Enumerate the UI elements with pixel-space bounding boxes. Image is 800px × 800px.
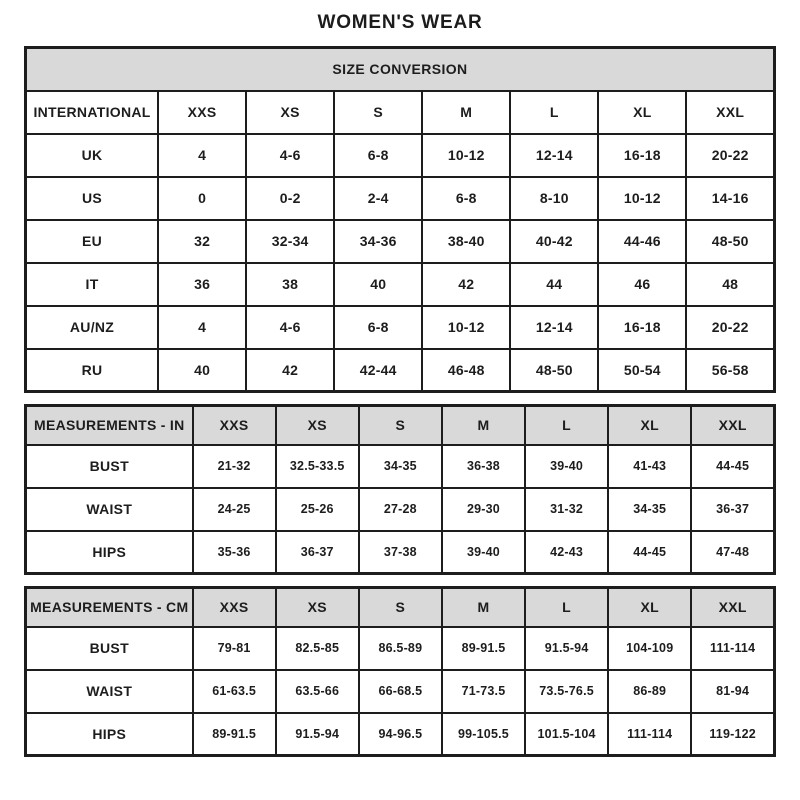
size-value-cell: 10-12 bbox=[422, 306, 510, 349]
size-value-cell: 12-14 bbox=[510, 134, 598, 177]
row-label: US bbox=[26, 177, 159, 220]
size-value-cell: 36-37 bbox=[276, 531, 359, 574]
size-value-cell: 6-8 bbox=[334, 306, 422, 349]
size-value-cell: 24-25 bbox=[193, 488, 276, 531]
table-section-title: SIZE CONVERSION bbox=[26, 48, 775, 91]
size-value-cell: 46 bbox=[598, 263, 686, 306]
size-column-header: S bbox=[359, 406, 442, 445]
size-value-cell: 44-46 bbox=[598, 220, 686, 263]
size-value-cell: 99-105.5 bbox=[442, 713, 525, 756]
row-label: AU/NZ bbox=[26, 306, 159, 349]
size-column-header: XS bbox=[276, 406, 359, 445]
size-value-cell: 6-8 bbox=[422, 177, 510, 220]
table-row bbox=[26, 713, 775, 756]
size-value-cell: 12-14 bbox=[510, 306, 598, 349]
page-title: WOMEN'S WEAR bbox=[317, 12, 483, 33]
size-value-cell: 20-22 bbox=[686, 134, 774, 177]
size-value-cell: 50-54 bbox=[598, 349, 686, 392]
size-column-header: M bbox=[422, 91, 510, 134]
size-value-cell: 14-16 bbox=[686, 177, 774, 220]
measurements-in-table bbox=[24, 404, 776, 575]
size-column-header: M bbox=[442, 588, 525, 627]
measurements-cm-table bbox=[24, 586, 776, 757]
size-value-cell: 36 bbox=[158, 263, 246, 306]
size-value-cell: 91.5-94 bbox=[525, 627, 608, 670]
size-value-cell: 38-40 bbox=[422, 220, 510, 263]
row-label: BUST bbox=[26, 445, 193, 488]
size-value-cell: 0-2 bbox=[246, 177, 334, 220]
table-row bbox=[26, 177, 775, 220]
size-value-cell: 16-18 bbox=[598, 134, 686, 177]
size-value-cell: 46-48 bbox=[422, 349, 510, 392]
size-value-cell: 32.5-33.5 bbox=[276, 445, 359, 488]
size-value-cell: 48-50 bbox=[510, 349, 598, 392]
size-value-cell: 10-12 bbox=[598, 177, 686, 220]
row-label: IT bbox=[26, 263, 159, 306]
size-column-header: XL bbox=[608, 588, 691, 627]
size-value-cell: 37-38 bbox=[359, 531, 442, 574]
size-column-header: L bbox=[510, 91, 598, 134]
size-column-header: L bbox=[525, 588, 608, 627]
size-value-cell: 41-43 bbox=[608, 445, 691, 488]
size-value-cell: 42-44 bbox=[334, 349, 422, 392]
table-row bbox=[26, 445, 775, 488]
size-value-cell: 6-8 bbox=[334, 134, 422, 177]
size-value-cell: 111-114 bbox=[691, 627, 774, 670]
row-label: RU bbox=[26, 349, 159, 392]
size-column-header: XL bbox=[608, 406, 691, 445]
size-value-cell: 104-109 bbox=[608, 627, 691, 670]
header-row bbox=[26, 91, 775, 134]
row-label: HIPS bbox=[26, 531, 193, 574]
size-value-cell: 89-91.5 bbox=[193, 713, 276, 756]
size-value-cell: 81-94 bbox=[691, 670, 774, 713]
size-value-cell: 4 bbox=[158, 134, 246, 177]
size-column-header: XS bbox=[246, 91, 334, 134]
size-value-cell: 36-37 bbox=[691, 488, 774, 531]
size-value-cell: 16-18 bbox=[598, 306, 686, 349]
size-value-cell: 44 bbox=[510, 263, 598, 306]
size-column-header: XS bbox=[276, 588, 359, 627]
size-value-cell: 35-36 bbox=[193, 531, 276, 574]
size-column-header: XXL bbox=[686, 91, 774, 134]
size-value-cell: 10-12 bbox=[422, 134, 510, 177]
size-value-cell: 34-35 bbox=[608, 488, 691, 531]
size-value-cell: 63.5-66 bbox=[276, 670, 359, 713]
size-value-cell: 32 bbox=[158, 220, 246, 263]
table-row bbox=[26, 488, 775, 531]
size-value-cell: 4 bbox=[158, 306, 246, 349]
table-header-label: MEASUREMENTS - CM bbox=[26, 588, 193, 627]
row-label: HIPS bbox=[26, 713, 193, 756]
size-value-cell: 79-81 bbox=[193, 627, 276, 670]
size-column-header: XXS bbox=[158, 91, 246, 134]
size-value-cell: 89-91.5 bbox=[442, 627, 525, 670]
size-value-cell: 39-40 bbox=[525, 445, 608, 488]
table-row bbox=[26, 220, 775, 263]
size-column-header: XL bbox=[598, 91, 686, 134]
size-value-cell: 82.5-85 bbox=[276, 627, 359, 670]
size-value-cell: 40 bbox=[158, 349, 246, 392]
size-value-cell: 111-114 bbox=[608, 713, 691, 756]
size-value-cell: 44-45 bbox=[608, 531, 691, 574]
size-value-cell: 56-58 bbox=[686, 349, 774, 392]
table-row bbox=[26, 306, 775, 349]
row-label: WAIST bbox=[26, 670, 193, 713]
size-value-cell: 86.5-89 bbox=[359, 627, 442, 670]
size-value-cell: 32-34 bbox=[246, 220, 334, 263]
table-row bbox=[26, 349, 775, 392]
table-header-label: MEASUREMENTS - IN bbox=[26, 406, 193, 445]
size-conversion-table bbox=[24, 46, 776, 393]
size-value-cell: 73.5-76.5 bbox=[525, 670, 608, 713]
size-value-cell: 66-68.5 bbox=[359, 670, 442, 713]
size-value-cell: 4-6 bbox=[246, 306, 334, 349]
size-column-header: M bbox=[442, 406, 525, 445]
section-title-row bbox=[26, 48, 775, 91]
size-value-cell: 42-43 bbox=[525, 531, 608, 574]
table-row bbox=[26, 134, 775, 177]
table-row bbox=[26, 627, 775, 670]
size-value-cell: 61-63.5 bbox=[193, 670, 276, 713]
size-value-cell: 86-89 bbox=[608, 670, 691, 713]
size-value-cell: 119-122 bbox=[691, 713, 774, 756]
size-value-cell: 4-6 bbox=[246, 134, 334, 177]
size-value-cell: 21-32 bbox=[193, 445, 276, 488]
table-header-label: INTERNATIONAL bbox=[26, 91, 159, 134]
size-value-cell: 2-4 bbox=[334, 177, 422, 220]
header-row bbox=[26, 588, 775, 627]
size-column-header: XXL bbox=[691, 588, 774, 627]
size-value-cell: 20-22 bbox=[686, 306, 774, 349]
size-value-cell: 25-26 bbox=[276, 488, 359, 531]
size-column-header: S bbox=[334, 91, 422, 134]
size-value-cell: 0 bbox=[158, 177, 246, 220]
size-value-cell: 101.5-104 bbox=[525, 713, 608, 756]
size-value-cell: 34-35 bbox=[359, 445, 442, 488]
row-label: BUST bbox=[26, 627, 193, 670]
size-value-cell: 44-45 bbox=[691, 445, 774, 488]
size-value-cell: 42 bbox=[422, 263, 510, 306]
size-value-cell: 40-42 bbox=[510, 220, 598, 263]
header-row bbox=[26, 406, 775, 445]
size-value-cell: 48-50 bbox=[686, 220, 774, 263]
size-column-header: XXL bbox=[691, 406, 774, 445]
size-value-cell: 27-28 bbox=[359, 488, 442, 531]
row-label: WAIST bbox=[26, 488, 193, 531]
size-column-header: L bbox=[525, 406, 608, 445]
size-value-cell: 71-73.5 bbox=[442, 670, 525, 713]
size-value-cell: 8-10 bbox=[510, 177, 598, 220]
size-value-cell: 38 bbox=[246, 263, 334, 306]
table-row bbox=[26, 531, 775, 574]
size-column-header: XXS bbox=[193, 588, 276, 627]
row-label: EU bbox=[26, 220, 159, 263]
size-value-cell: 36-38 bbox=[442, 445, 525, 488]
size-column-header: S bbox=[359, 588, 442, 627]
table-row bbox=[26, 670, 775, 713]
size-value-cell: 42 bbox=[246, 349, 334, 392]
size-value-cell: 34-36 bbox=[334, 220, 422, 263]
size-value-cell: 40 bbox=[334, 263, 422, 306]
size-value-cell: 94-96.5 bbox=[359, 713, 442, 756]
size-value-cell: 39-40 bbox=[442, 531, 525, 574]
size-value-cell: 47-48 bbox=[691, 531, 774, 574]
size-column-header: XXS bbox=[193, 406, 276, 445]
size-value-cell: 48 bbox=[686, 263, 774, 306]
size-value-cell: 29-30 bbox=[442, 488, 525, 531]
row-label: UK bbox=[26, 134, 159, 177]
table-row bbox=[26, 263, 775, 306]
size-value-cell: 31-32 bbox=[525, 488, 608, 531]
size-value-cell: 91.5-94 bbox=[276, 713, 359, 756]
